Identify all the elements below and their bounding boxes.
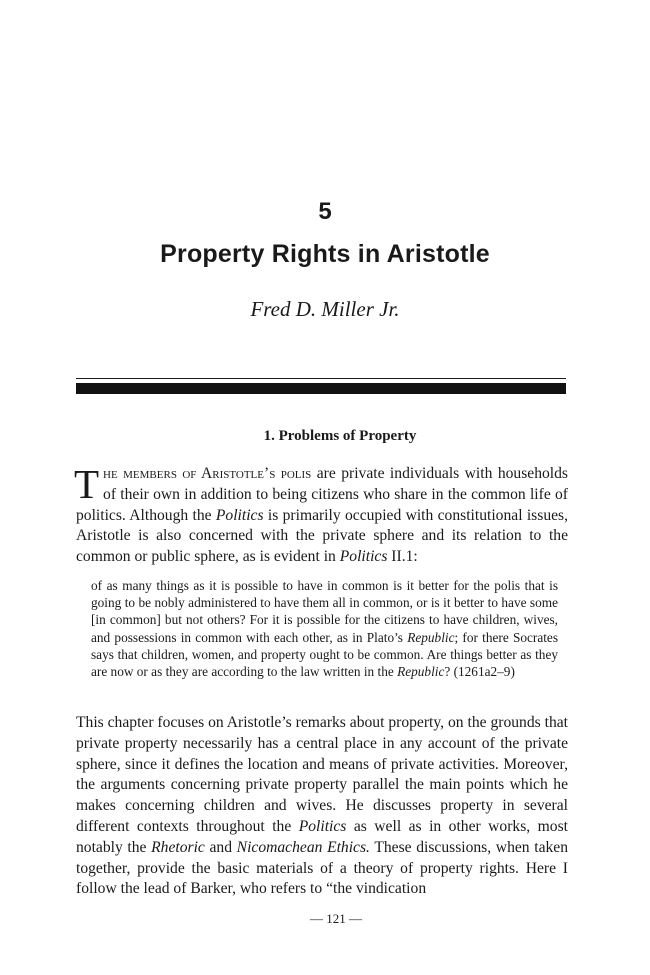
divider-thin [76,378,566,379]
italic-title: Politics [215,506,264,524]
italic-title: Republic [407,629,455,645]
section-heading: 1. Problems of Property [263,428,417,444]
italic-title: Nicomachean Ethics. [236,838,370,856]
body-paragraph [76,713,568,900]
paragraph-text: as well as in other works, most notably the [76,817,568,856]
chapter-number: 5 [318,198,332,225]
quote-text: ? (1261a2–9) [444,664,515,680]
quote-text: of as many things as it is possible to have in common is it better for the polis that is going to be nobly administered to have them all in common, or is it better to have some [in common] but not others? For it is possible for the citizens to have children, wives, and possessions in common with each other, as in Plato’s [91,578,558,645]
paragraph-text: is primarily occupied with constitutional issues, Aristotle is also concerned with the private sphere and its relation to the common or public sphere, as is evident in [76,506,569,566]
italic-title: Politics [339,548,388,566]
quote-text: ; for there Socrates says that children, women, and property ought to be common. Are things better as they are now or as they are according to the law written in the [91,629,559,680]
divider-thick [76,383,566,394]
small-caps-lead: he members of Aristotle’s polis [103,465,312,482]
chapter-title: Property Rights in Aristotle [160,240,490,268]
paragraph-text: and [204,838,237,856]
drop-cap: T [74,461,100,507]
italic-title: Rhetoric [151,838,205,856]
author-name: Fred D. Miller Jr. [250,297,400,321]
paragraph-text: These discussions, when taken together, provide the basic materials of a theory of property rights. Here I follow the lead of Barker, who refers to “the vindication [76,838,569,898]
opening-paragraph [74,461,569,568]
italic-title: Politics [298,817,347,835]
block-quote [91,577,558,680]
page-number: — 121 — [310,911,362,926]
italic-title: Republic [397,664,445,680]
paragraph-text: are private individuals with households of their own in addition to being citizens who share in the common life of politics. Although the [76,465,568,524]
paragraph-text: II.1: [387,548,418,566]
paragraph-text: This chapter focuses on Aristotle’s remarks about property, on the grounds that private property necessarily has a central place in any account of the private sphere, since it defines the location and means of private activities. Moreover, the arguments concerning private property parallel the main points which he makes concerning children and wives. He discusses property in several different contexts throughout the [76,714,568,835]
